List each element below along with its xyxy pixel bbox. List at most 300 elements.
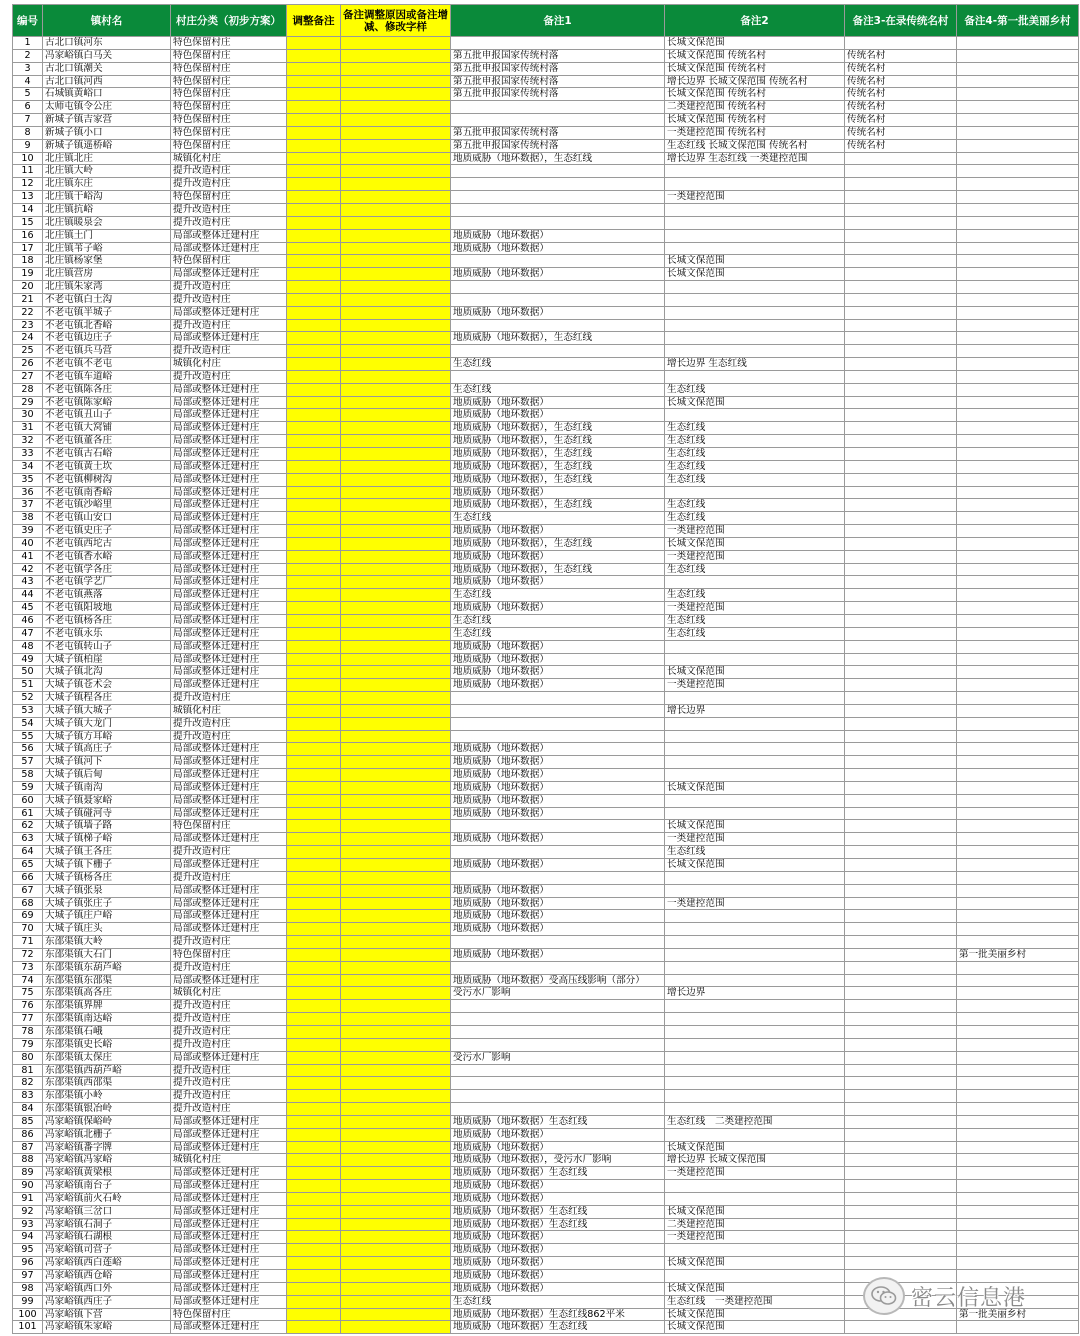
note4-cell[interactable] [957, 563, 1079, 576]
note4-cell[interactable] [957, 1180, 1079, 1193]
village-name-cell[interactable]: 冯家峪镇白马关 [43, 49, 171, 62]
adjust-note-cell[interactable] [287, 794, 341, 807]
category-cell[interactable]: 局部或整体迁建村庄 [171, 486, 287, 499]
adjust-note-cell[interactable] [287, 1077, 341, 1090]
note2-cell[interactable] [665, 640, 845, 653]
village-name-cell[interactable]: 大城子镇张泉 [43, 884, 171, 897]
note4-cell[interactable] [957, 358, 1079, 371]
note3-cell[interactable] [845, 332, 957, 345]
category-cell[interactable]: 局部或整体迁建村庄 [171, 1128, 287, 1141]
note2-cell[interactable]: 生态红线 [665, 589, 845, 602]
note4-cell[interactable] [957, 370, 1079, 383]
village-name-cell[interactable]: 冯家峪镇冯家峪 [43, 1154, 171, 1167]
village-name-cell[interactable]: 冯家峪镇黄梁根 [43, 1167, 171, 1180]
adjust-reason-cell[interactable] [341, 409, 451, 422]
adjust-reason-cell[interactable] [341, 499, 451, 512]
note3-cell[interactable] [845, 589, 957, 602]
note1-cell[interactable]: 地质威胁（地环数据） [451, 679, 665, 692]
category-cell[interactable]: 城镇化村庄 [171, 987, 287, 1000]
adjust-reason-cell[interactable] [341, 191, 451, 204]
adjust-reason-cell[interactable] [341, 910, 451, 923]
category-cell[interactable]: 局部或整体迁建村庄 [171, 563, 287, 576]
note1-cell[interactable] [451, 692, 665, 705]
adjust-reason-cell[interactable] [341, 229, 451, 242]
note4-cell[interactable] [957, 987, 1079, 1000]
note3-cell[interactable] [845, 704, 957, 717]
note1-cell[interactable] [451, 730, 665, 743]
note1-cell[interactable] [451, 293, 665, 306]
note1-cell[interactable]: 地质威胁（地环数据） [451, 897, 665, 910]
adjust-reason-cell[interactable] [341, 88, 451, 101]
category-cell[interactable]: 局部或整体迁建村庄 [171, 268, 287, 281]
note2-cell[interactable]: 增长边界 生态红线 [665, 358, 845, 371]
col-header-note1[interactable]: 备注1 [451, 5, 665, 37]
note3-cell[interactable] [845, 550, 957, 563]
note3-cell[interactable] [845, 281, 957, 294]
category-cell[interactable]: 局部或整体迁建村庄 [171, 1321, 287, 1334]
adjust-note-cell[interactable] [287, 1244, 341, 1257]
adjust-reason-cell[interactable] [341, 833, 451, 846]
note3-cell[interactable] [845, 666, 957, 679]
row-id-cell[interactable]: 88 [13, 1154, 43, 1167]
category-cell[interactable]: 局部或整体迁建村庄 [171, 794, 287, 807]
note2-cell[interactable] [665, 1103, 845, 1116]
note3-cell[interactable] [845, 1013, 957, 1026]
row-id-cell[interactable]: 86 [13, 1128, 43, 1141]
category-cell[interactable]: 城镇化村庄 [171, 704, 287, 717]
row-id-cell[interactable]: 80 [13, 1051, 43, 1064]
note4-cell[interactable] [957, 717, 1079, 730]
village-name-cell[interactable]: 太师屯镇令公庄 [43, 101, 171, 114]
category-cell[interactable]: 特色保留村庄 [171, 126, 287, 139]
adjust-note-cell[interactable] [287, 37, 341, 50]
row-id-cell[interactable]: 63 [13, 833, 43, 846]
village-name-cell[interactable]: 冯家峪镇南台子 [43, 1180, 171, 1193]
note3-cell[interactable] [845, 383, 957, 396]
note4-cell[interactable] [957, 293, 1079, 306]
note1-cell[interactable]: 地质威胁（地环数据） [451, 1180, 665, 1193]
note3-cell[interactable] [845, 1154, 957, 1167]
adjust-note-cell[interactable] [287, 576, 341, 589]
adjust-reason-cell[interactable] [341, 525, 451, 538]
adjust-note-cell[interactable] [287, 1192, 341, 1205]
note3-cell[interactable] [845, 216, 957, 229]
note3-cell[interactable] [845, 499, 957, 512]
village-name-cell[interactable]: 大城子镇下栅子 [43, 859, 171, 872]
note4-cell[interactable] [957, 255, 1079, 268]
note1-cell[interactable]: 地质威胁（地环数据） [451, 1244, 665, 1257]
note1-cell[interactable] [451, 846, 665, 859]
note2-cell[interactable]: 一类建控范围 [665, 550, 845, 563]
note4-cell[interactable] [957, 653, 1079, 666]
row-id-cell[interactable]: 49 [13, 653, 43, 666]
note4-cell[interactable] [957, 781, 1079, 794]
adjust-reason-cell[interactable] [341, 345, 451, 358]
note3-cell[interactable] [845, 794, 957, 807]
row-id-cell[interactable]: 41 [13, 550, 43, 563]
adjust-reason-cell[interactable] [341, 1321, 451, 1334]
adjust-reason-cell[interactable] [341, 1115, 451, 1128]
note4-cell[interactable] [957, 1064, 1079, 1077]
note4-cell[interactable] [957, 1128, 1079, 1141]
village-name-cell[interactable]: 大城子镇王各庄 [43, 846, 171, 859]
row-id-cell[interactable]: 76 [13, 1000, 43, 1013]
row-id-cell[interactable]: 34 [13, 460, 43, 473]
note3-cell[interactable] [845, 358, 957, 371]
note2-cell[interactable] [665, 1128, 845, 1141]
village-name-cell[interactable]: 东邵渠镇东邵渠 [43, 974, 171, 987]
adjust-reason-cell[interactable] [341, 268, 451, 281]
category-cell[interactable]: 提升改造村庄 [171, 319, 287, 332]
village-name-cell[interactable]: 东邵渠镇西葫芦峪 [43, 1064, 171, 1077]
adjust-note-cell[interactable] [287, 101, 341, 114]
note1-cell[interactable]: 地质威胁（地环数据），生态红线 [451, 152, 665, 165]
adjust-note-cell[interactable] [287, 640, 341, 653]
row-id-cell[interactable]: 10 [13, 152, 43, 165]
note4-cell[interactable] [957, 409, 1079, 422]
adjust-note-cell[interactable] [287, 435, 341, 448]
category-cell[interactable]: 提升改造村庄 [171, 345, 287, 358]
category-cell[interactable]: 局部或整体迁建村庄 [171, 743, 287, 756]
adjust-note-cell[interactable] [287, 1090, 341, 1103]
note3-cell[interactable] [845, 1321, 957, 1334]
note3-cell[interactable] [845, 448, 957, 461]
row-id-cell[interactable]: 54 [13, 717, 43, 730]
adjust-reason-cell[interactable] [341, 859, 451, 872]
note2-cell[interactable] [665, 730, 845, 743]
adjust-note-cell[interactable] [287, 525, 341, 538]
note1-cell[interactable] [451, 1090, 665, 1103]
note2-cell[interactable]: 生态红线 二类建控范围 [665, 1115, 845, 1128]
adjust-note-cell[interactable] [287, 1025, 341, 1038]
adjust-note-cell[interactable] [287, 910, 341, 923]
adjust-reason-cell[interactable] [341, 1192, 451, 1205]
category-cell[interactable]: 局部或整体迁建村庄 [171, 781, 287, 794]
note4-cell[interactable] [957, 1051, 1079, 1064]
adjust-note-cell[interactable] [287, 242, 341, 255]
village-name-cell[interactable]: 不老屯镇董各庄 [43, 435, 171, 448]
adjust-note-cell[interactable] [287, 383, 341, 396]
note3-cell[interactable] [845, 1115, 957, 1128]
note1-cell[interactable] [451, 1103, 665, 1116]
note4-cell[interactable] [957, 396, 1079, 409]
adjust-note-cell[interactable] [287, 396, 341, 409]
note2-cell[interactable]: 一类建控范围 [665, 833, 845, 846]
category-cell[interactable]: 提升改造村庄 [171, 1090, 287, 1103]
note2-cell[interactable]: 生态红线 长城文保范围 传统名村 [665, 139, 845, 152]
row-id-cell[interactable]: 33 [13, 448, 43, 461]
note2-cell[interactable]: 长城文保范围 [665, 1141, 845, 1154]
note2-cell[interactable] [665, 1180, 845, 1193]
note4-cell[interactable] [957, 319, 1079, 332]
note4-cell[interactable] [957, 383, 1079, 396]
adjust-note-cell[interactable] [287, 756, 341, 769]
note2-cell[interactable]: 长城文保范围 [665, 1321, 845, 1334]
note4-cell[interactable] [957, 923, 1079, 936]
category-cell[interactable]: 特色保留村庄 [171, 114, 287, 127]
row-id-cell[interactable]: 58 [13, 769, 43, 782]
adjust-note-cell[interactable] [287, 306, 341, 319]
note4-cell[interactable] [957, 1154, 1079, 1167]
adjust-note-cell[interactable] [287, 178, 341, 191]
row-id-cell[interactable]: 21 [13, 293, 43, 306]
note1-cell[interactable]: 地质威胁（地环数据） [451, 242, 665, 255]
adjust-note-cell[interactable] [287, 1115, 341, 1128]
note4-cell[interactable] [957, 794, 1079, 807]
note3-cell[interactable] [845, 1025, 957, 1038]
note1-cell[interactable] [451, 101, 665, 114]
row-id-cell[interactable]: 79 [13, 1038, 43, 1051]
note4-cell[interactable] [957, 550, 1079, 563]
village-name-cell[interactable]: 东邵渠镇西邵渠 [43, 1077, 171, 1090]
adjust-note-cell[interactable] [287, 1128, 341, 1141]
adjust-reason-cell[interactable] [341, 319, 451, 332]
note2-cell[interactable]: 生态红线 [665, 846, 845, 859]
category-cell[interactable]: 提升改造村庄 [171, 1077, 287, 1090]
category-cell[interactable]: 提升改造村庄 [171, 1103, 287, 1116]
note1-cell[interactable] [451, 319, 665, 332]
adjust-reason-cell[interactable] [341, 332, 451, 345]
adjust-note-cell[interactable] [287, 897, 341, 910]
category-cell[interactable]: 局部或整体迁建村庄 [171, 1115, 287, 1128]
row-id-cell[interactable]: 44 [13, 589, 43, 602]
note4-cell[interactable] [957, 1103, 1079, 1116]
note1-cell[interactable]: 地质威胁（地环数据） [451, 409, 665, 422]
row-id-cell[interactable]: 29 [13, 396, 43, 409]
note2-cell[interactable]: 长城文保范围 [665, 820, 845, 833]
row-id-cell[interactable]: 53 [13, 704, 43, 717]
row-id-cell[interactable]: 18 [13, 255, 43, 268]
note2-cell[interactable]: 生态红线 [665, 383, 845, 396]
category-cell[interactable]: 提升改造村庄 [171, 370, 287, 383]
village-name-cell[interactable]: 不老屯镇不老屯 [43, 358, 171, 371]
row-id-cell[interactable]: 85 [13, 1115, 43, 1128]
village-name-cell[interactable]: 东邵渠镇小岭 [43, 1090, 171, 1103]
category-cell[interactable]: 局部或整体迁建村庄 [171, 1231, 287, 1244]
adjust-note-cell[interactable] [287, 268, 341, 281]
note1-cell[interactable]: 地质威胁（地环数据） [451, 910, 665, 923]
row-id-cell[interactable]: 83 [13, 1090, 43, 1103]
adjust-note-cell[interactable] [287, 473, 341, 486]
category-cell[interactable]: 局部或整体迁建村庄 [171, 460, 287, 473]
note3-cell[interactable] [845, 229, 957, 242]
adjust-reason-cell[interactable] [341, 1308, 451, 1321]
category-cell[interactable]: 城镇化村庄 [171, 152, 287, 165]
adjust-reason-cell[interactable] [341, 1077, 451, 1090]
note3-cell[interactable] [845, 897, 957, 910]
adjust-note-cell[interactable] [287, 165, 341, 178]
note4-cell[interactable] [957, 460, 1079, 473]
note4-cell[interactable] [957, 666, 1079, 679]
village-name-cell[interactable]: 不老屯镇北香峪 [43, 319, 171, 332]
note3-cell[interactable] [845, 961, 957, 974]
village-name-cell[interactable]: 冯家峪镇三岔口 [43, 1205, 171, 1218]
category-cell[interactable]: 特色保留村庄 [171, 139, 287, 152]
note1-cell[interactable] [451, 370, 665, 383]
row-id-cell[interactable]: 92 [13, 1205, 43, 1218]
note4-cell[interactable] [957, 1038, 1079, 1051]
adjust-reason-cell[interactable] [341, 216, 451, 229]
note4-cell[interactable] [957, 1231, 1079, 1244]
adjust-note-cell[interactable] [287, 589, 341, 602]
adjust-note-cell[interactable] [287, 974, 341, 987]
category-cell[interactable]: 局部或整体迁建村庄 [171, 550, 287, 563]
row-id-cell[interactable]: 72 [13, 948, 43, 961]
category-cell[interactable]: 局部或整体迁建村庄 [171, 396, 287, 409]
village-name-cell[interactable]: 大城子镇墙子路 [43, 820, 171, 833]
category-cell[interactable]: 局部或整体迁建村庄 [171, 756, 287, 769]
note4-cell[interactable] [957, 871, 1079, 884]
village-name-cell[interactable]: 北庄镇土门 [43, 229, 171, 242]
note2-cell[interactable]: 长城文保范围 [665, 37, 845, 50]
note4-cell[interactable] [957, 679, 1079, 692]
adjust-note-cell[interactable] [287, 666, 341, 679]
note1-cell[interactable]: 地质威胁（地环数据），生态红线 [451, 537, 665, 550]
note3-cell[interactable] [845, 165, 957, 178]
adjust-note-cell[interactable] [287, 88, 341, 101]
note2-cell[interactable]: 一类建控范围 [665, 1231, 845, 1244]
row-id-cell[interactable]: 95 [13, 1244, 43, 1257]
adjust-note-cell[interactable] [287, 859, 341, 872]
note3-cell[interactable]: 传统名村 [845, 88, 957, 101]
note3-cell[interactable] [845, 255, 957, 268]
note3-cell[interactable] [845, 923, 957, 936]
note3-cell[interactable] [845, 859, 957, 872]
adjust-reason-cell[interactable] [341, 37, 451, 50]
note4-cell[interactable] [957, 936, 1079, 949]
category-cell[interactable]: 局部或整体迁建村庄 [171, 499, 287, 512]
village-name-cell[interactable]: 大城子镇梯子峪 [43, 833, 171, 846]
note3-cell[interactable] [845, 987, 957, 1000]
note1-cell[interactable]: 地质威胁（地环数据）生态红线 [451, 1167, 665, 1180]
village-name-cell[interactable]: 冯家峪镇西口外 [43, 1282, 171, 1295]
category-cell[interactable]: 局部或整体迁建村庄 [171, 1051, 287, 1064]
note3-cell[interactable] [845, 37, 957, 50]
note3-cell[interactable] [845, 1064, 957, 1077]
adjust-reason-cell[interactable] [341, 1064, 451, 1077]
category-cell[interactable]: 局部或整体迁建村庄 [171, 833, 287, 846]
note1-cell[interactable]: 第五批申报国家传统村落 [451, 139, 665, 152]
row-id-cell[interactable]: 69 [13, 910, 43, 923]
village-name-cell[interactable]: 不老屯镇阳坡地 [43, 602, 171, 615]
category-cell[interactable]: 局部或整体迁建村庄 [171, 1295, 287, 1308]
adjust-reason-cell[interactable] [341, 537, 451, 550]
adjust-reason-cell[interactable] [341, 627, 451, 640]
adjust-reason-cell[interactable] [341, 49, 451, 62]
note2-cell[interactable] [665, 692, 845, 705]
adjust-note-cell[interactable] [287, 281, 341, 294]
village-name-cell[interactable]: 北庄镇干峪沟 [43, 191, 171, 204]
adjust-note-cell[interactable] [287, 1103, 341, 1116]
row-id-cell[interactable]: 50 [13, 666, 43, 679]
note2-cell[interactable] [665, 769, 845, 782]
adjust-note-cell[interactable] [287, 229, 341, 242]
category-cell[interactable]: 提升改造村庄 [171, 692, 287, 705]
note1-cell[interactable]: 第五批申报国家传统村落 [451, 126, 665, 139]
adjust-note-cell[interactable] [287, 1013, 341, 1026]
note1-cell[interactable]: 第五批申报国家传统村落 [451, 62, 665, 75]
adjust-reason-cell[interactable] [341, 293, 451, 306]
note2-cell[interactable] [665, 974, 845, 987]
note4-cell[interactable] [957, 49, 1079, 62]
adjust-note-cell[interactable] [287, 614, 341, 627]
category-cell[interactable]: 局部或整体迁建村庄 [171, 1270, 287, 1283]
note4-cell[interactable] [957, 62, 1079, 75]
row-id-cell[interactable]: 47 [13, 627, 43, 640]
note1-cell[interactable] [451, 936, 665, 949]
note4-cell[interactable] [957, 576, 1079, 589]
adjust-reason-cell[interactable] [341, 1231, 451, 1244]
note2-cell[interactable]: 二类建控范围 传统名村 [665, 101, 845, 114]
note3-cell[interactable] [845, 769, 957, 782]
adjust-reason-cell[interactable] [341, 756, 451, 769]
adjust-note-cell[interactable] [287, 871, 341, 884]
row-id-cell[interactable]: 77 [13, 1013, 43, 1026]
adjust-note-cell[interactable] [287, 743, 341, 756]
note4-cell[interactable] [957, 114, 1079, 127]
col-header-adjust-note[interactable]: 调整备注 [287, 5, 341, 37]
note2-cell[interactable] [665, 1244, 845, 1257]
category-cell[interactable]: 城镇化村庄 [171, 358, 287, 371]
note3-cell[interactable] [845, 1205, 957, 1218]
note4-cell[interactable] [957, 820, 1079, 833]
adjust-reason-cell[interactable] [341, 1025, 451, 1038]
note1-cell[interactable]: 地质威胁（地环数据），生态红线 [451, 563, 665, 576]
note3-cell[interactable]: 传统名村 [845, 62, 957, 75]
village-name-cell[interactable]: 北庄镇抗峪 [43, 203, 171, 216]
category-cell[interactable]: 提升改造村庄 [171, 165, 287, 178]
note3-cell[interactable] [845, 692, 957, 705]
adjust-reason-cell[interactable] [341, 884, 451, 897]
note2-cell[interactable]: 长城文保范围 [665, 1205, 845, 1218]
village-name-cell[interactable]: 北庄镇营房 [43, 268, 171, 281]
village-name-cell[interactable]: 不老屯镇学各庄 [43, 563, 171, 576]
category-cell[interactable]: 特色保留村庄 [171, 255, 287, 268]
adjust-reason-cell[interactable] [341, 1013, 451, 1026]
village-name-cell[interactable]: 冯家峪镇石湖根 [43, 1231, 171, 1244]
category-cell[interactable]: 局部或整体迁建村庄 [171, 910, 287, 923]
note1-cell[interactable]: 地质威胁（地环数据） [451, 1257, 665, 1270]
adjust-reason-cell[interactable] [341, 550, 451, 563]
adjust-reason-cell[interactable] [341, 987, 451, 1000]
note3-cell[interactable] [845, 370, 957, 383]
row-id-cell[interactable]: 40 [13, 537, 43, 550]
adjust-reason-cell[interactable] [341, 358, 451, 371]
row-id-cell[interactable]: 43 [13, 576, 43, 589]
adjust-reason-cell[interactable] [341, 101, 451, 114]
row-id-cell[interactable]: 82 [13, 1077, 43, 1090]
village-name-cell[interactable]: 不老屯镇学艺厂 [43, 576, 171, 589]
category-cell[interactable]: 局部或整体迁建村庄 [171, 859, 287, 872]
village-name-cell[interactable]: 不老屯镇古石峪 [43, 448, 171, 461]
note3-cell[interactable] [845, 409, 957, 422]
adjust-note-cell[interactable] [287, 1257, 341, 1270]
adjust-note-cell[interactable] [287, 448, 341, 461]
note1-cell[interactable] [451, 1000, 665, 1013]
row-id-cell[interactable]: 37 [13, 499, 43, 512]
note2-cell[interactable]: 一类建控范围 [665, 679, 845, 692]
adjust-reason-cell[interactable] [341, 576, 451, 589]
note2-cell[interactable] [665, 165, 845, 178]
adjust-note-cell[interactable] [287, 717, 341, 730]
village-name-cell[interactable]: 冯家峪镇北栅子 [43, 1128, 171, 1141]
note1-cell[interactable]: 地质威胁（地环数据） [451, 859, 665, 872]
row-id-cell[interactable]: 74 [13, 974, 43, 987]
row-id-cell[interactable]: 70 [13, 923, 43, 936]
note4-cell[interactable] [957, 512, 1079, 525]
category-cell[interactable]: 局部或整体迁建村庄 [171, 242, 287, 255]
note3-cell[interactable] [845, 293, 957, 306]
